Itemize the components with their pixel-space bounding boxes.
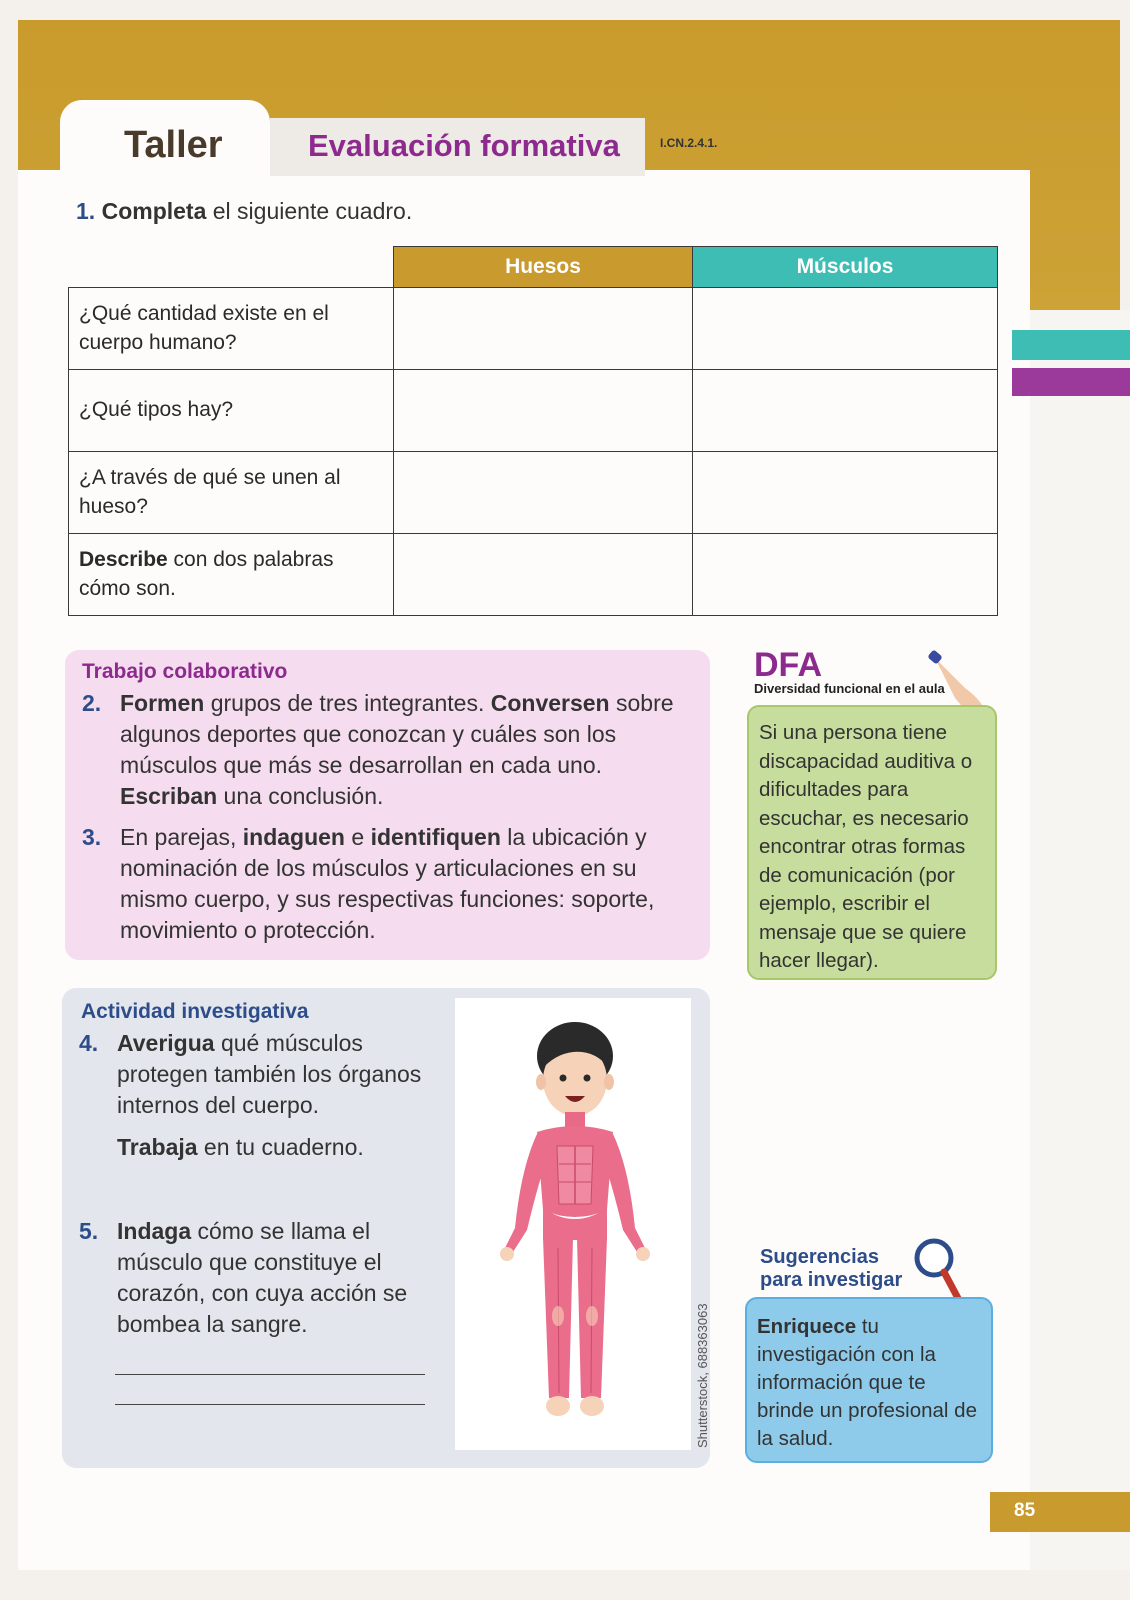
question-verb: Completa: [101, 198, 207, 224]
muscular-body-illustration: [455, 998, 691, 1450]
teal-edge-stripe: [1012, 330, 1130, 360]
taller-tab: [60, 100, 270, 176]
notebook-note: [117, 1132, 442, 1163]
text: en tu cuaderno.: [197, 1134, 364, 1160]
answer-cell-musculos[interactable]: [693, 370, 998, 452]
question-number: 2.: [82, 690, 102, 716]
purple-edge-stripe: [1012, 368, 1130, 396]
row-label-verb: Describe: [79, 548, 168, 572]
answer-cell-huesos[interactable]: [394, 452, 693, 534]
answer-line[interactable]: [115, 1374, 425, 1375]
verb: Escriban: [120, 783, 218, 809]
answer-cell-huesos[interactable]: [394, 370, 693, 452]
answer-cell-musculos[interactable]: [693, 452, 998, 534]
text: En parejas,: [120, 824, 243, 850]
text: tu investigación con la información que te brinde un profesional de la salud.: [757, 1315, 977, 1450]
page-number-tab: [990, 1492, 1130, 1532]
question-2: [82, 688, 705, 812]
text: una conclusión.: [217, 783, 384, 809]
row-label: [69, 534, 394, 616]
indicator-code: I.CN.2.4.1.: [660, 136, 718, 150]
section-tab: [270, 118, 645, 176]
question-number: 4.: [79, 1030, 99, 1056]
header-musculos: Músculos: [693, 247, 998, 288]
question-3: [82, 822, 705, 946]
suggestions-box: [745, 1297, 993, 1463]
suggestions-title-line: Sugerencias: [760, 1246, 879, 1268]
row-label: ¿Qué tipos hay?: [69, 370, 394, 452]
question-number: 1.: [76, 198, 96, 224]
verb: Trabaja: [117, 1134, 198, 1160]
answer-line[interactable]: [115, 1404, 425, 1405]
table-row: [69, 288, 998, 370]
verb: Indaga: [117, 1218, 192, 1244]
header-huesos: Huesos: [394, 247, 693, 288]
image-credit: Shutterstock, 688363063: [695, 1303, 710, 1448]
text: cómo se llama el músculo que constituye el corazón, con cuya acción se bombea la sangre.: [117, 1218, 408, 1337]
collaborative-box: [65, 650, 710, 960]
question-text: el siguiente cuadro.: [206, 198, 413, 224]
dfa-text: Si una persona tiene discapacidad auditiva o dificultades para escuchar, es necesario encontrar otras formas de comunicación (por ejemplo, escribir el mensaje que se quiere hacer llegar).: [759, 721, 973, 972]
question-number: 5.: [79, 1218, 99, 1244]
row-label: ¿A través de qué se unen al hueso?: [69, 452, 394, 534]
text: grupos de tres integrantes.: [204, 690, 491, 716]
suggestions-title-line: para investigar: [760, 1269, 903, 1291]
verb: identifiquen: [370, 824, 501, 850]
question-1: [76, 198, 412, 225]
verb: Conversen: [490, 690, 610, 716]
research-title: Actividad investigativa: [81, 1000, 309, 1023]
suggestions-title: [760, 1246, 902, 1292]
dfa-title: DFA: [754, 646, 822, 684]
text: la ubicación y nominación de los músculos y articulaciones en su mismo cuerpo, y sus respectivas funciones: soporte, movimiento o protección.: [120, 824, 655, 943]
verb: Formen: [120, 690, 205, 716]
row-label-text: con dos palabras cómo son.: [79, 548, 334, 600]
text: sobre algunos deportes que conozcan y cuáles son los músculos que más se desarrollan en cada uno.: [120, 690, 674, 778]
section-title: Evaluación formativa: [308, 128, 620, 163]
bones-muscles-table: [68, 246, 998, 616]
taller-label: Taller: [124, 124, 223, 166]
dfa-box: [747, 705, 997, 980]
verb: Averigua: [117, 1030, 215, 1056]
text: e: [344, 824, 371, 850]
page-number: 85: [1014, 1500, 1036, 1521]
text: qué músculos protegen también los órganos internos del cuerpo.: [117, 1030, 422, 1118]
table-row: [69, 534, 998, 616]
verb: Enriquece: [757, 1315, 857, 1338]
table-corner: [69, 247, 394, 288]
suggestions-text: [757, 1313, 987, 1453]
verb: indaguen: [242, 824, 345, 850]
dfa-subtitle: Diversidad funcional en el aula: [754, 681, 945, 696]
answer-cell-musculos[interactable]: [693, 288, 998, 370]
question-4: [79, 1028, 442, 1121]
answer-cell-musculos[interactable]: [693, 534, 998, 616]
question-5: [79, 1216, 417, 1340]
row-label: ¿Qué cantidad existe en el cuerpo humano?: [69, 288, 394, 370]
collaborative-title: Trabajo colaborativo: [82, 660, 288, 683]
table-row: [69, 452, 998, 534]
page-margin: [1030, 310, 1130, 1570]
answer-cell-huesos[interactable]: [394, 534, 693, 616]
answer-cell-huesos[interactable]: [394, 288, 693, 370]
muscle-figure-panel: [455, 998, 691, 1450]
table-row: [69, 370, 998, 452]
question-number: 3.: [82, 824, 102, 850]
